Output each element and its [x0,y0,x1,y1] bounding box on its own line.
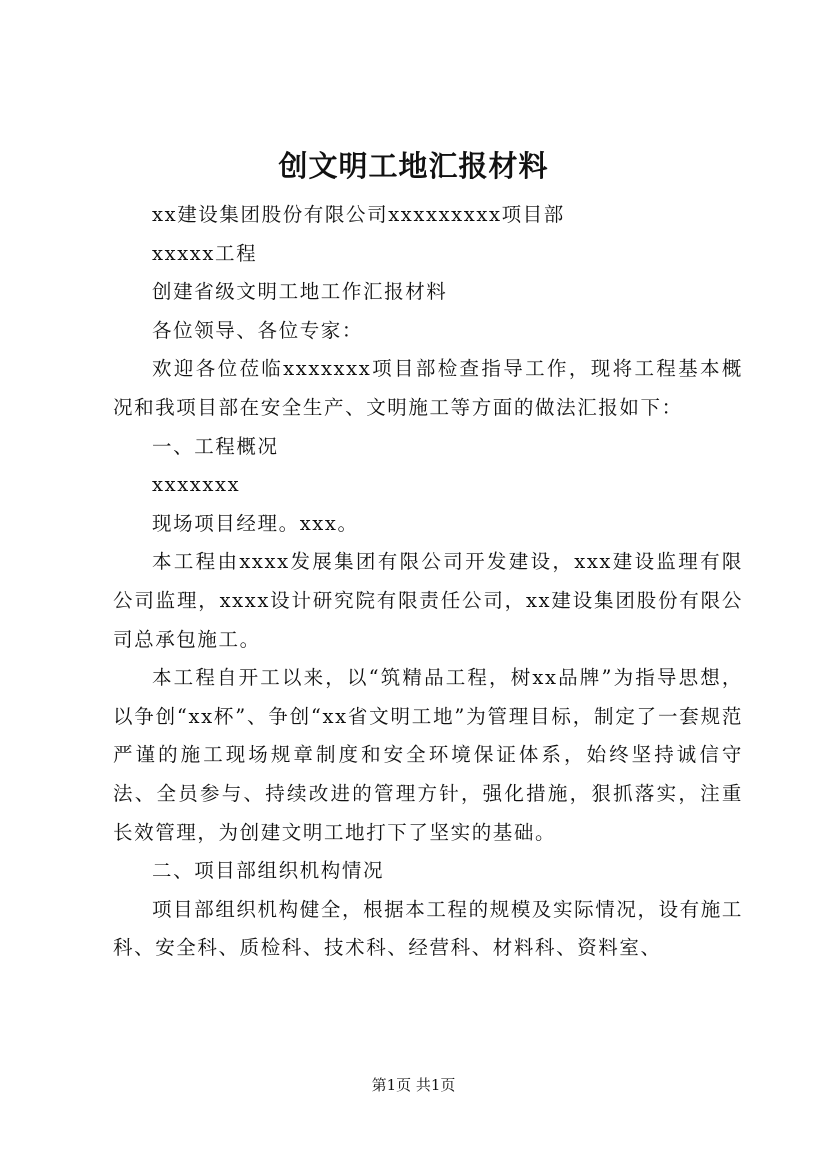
paragraph-guiding-idea: 本工程自开工以来，以“筑精品工程，树xx品牌”为指导思想，以争创“xx杯”、争创“xx省文明工地”为管理目标，制定了一套规范严谨的施工现场规章制度和安全环境保证体系，始终坚持诚信守法、全员参与、持续改进的管理方针，强化措施，狠抓落实，注重长效管理，为创建文明工地打下了坚实的基础。 [113,666,743,844]
paragraph-project-name: xxxxxxx [152,473,241,497]
paragraph-parties: 本工程由xxxx发展集团有限公司开发建设，xxx建设监理有限公司监理，xxxx设计研究院有限责任公司，xx建设集团股份有限公司总承包施工。 [113,550,743,651]
paragraph-project-manager: 现场项目经理。xxx。 [152,511,359,535]
paragraph-company: xx建设集团股份有限公司xxxxxxxxx项目部 [152,203,565,226]
paragraph-project: xxxxx工程 [152,241,258,265]
paragraph-welcome: 欢迎各位莅临xxxxxxx项目部检查指导工作，现将工程基本概况和我项目部在安全生产、文明施工等方面的做法汇报如下： [113,357,743,419]
paragraph-report-title: 创建省级文明工地工作汇报材料 [152,280,448,304]
section-heading-organization: 二、项目部组织机构情况 [152,859,385,883]
document-body [113,196,743,968]
document-title: 创文明工地汇报材料 [278,149,549,183]
page-footer: 第1页 共1页 [371,1076,456,1094]
paragraph-organization: 项目部组织机构健全，根据本工程的规模及实际情况，设有施工科、安全科、质检科、技术科、经营科、材料科、资料室、 [113,897,743,960]
paragraph-greeting: 各位领导、各位专家： [152,318,364,342]
section-heading-overview: 一、工程概况 [152,434,279,458]
